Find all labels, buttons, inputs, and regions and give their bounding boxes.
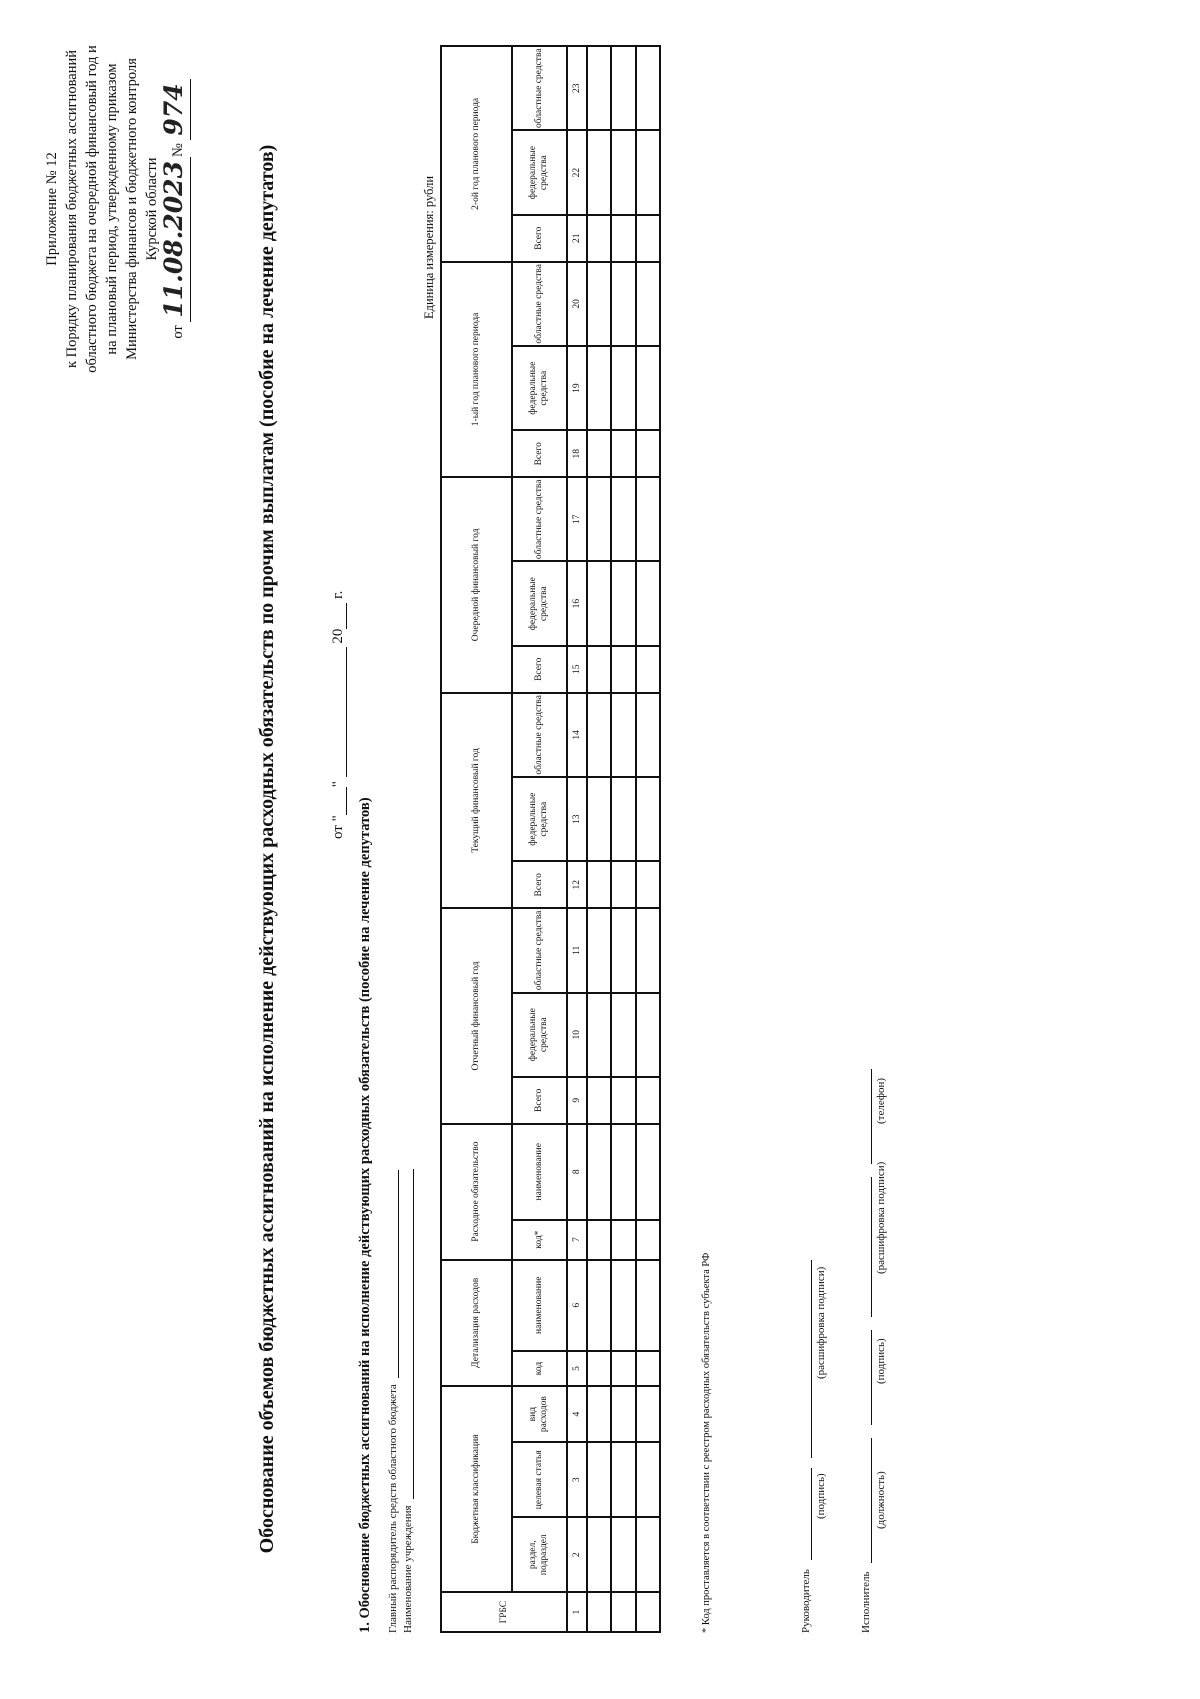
column-number: 22 — [567, 130, 587, 214]
subheader-federal: федеральные средства — [512, 346, 567, 430]
institution-label: Наименование учреждения — [402, 1505, 414, 1633]
appendix-line: к Порядку планирования бюджетных ассигнований — [64, 50, 80, 368]
column-number: 16 — [567, 562, 587, 646]
appendix-line: на плановый период, утвержденному приказом — [104, 63, 120, 355]
subheader-code: код — [512, 1351, 567, 1386]
head-label: Руководитель — [800, 1569, 812, 1633]
column-number: 2 — [567, 1517, 587, 1592]
handwritten-number: 974 — [159, 83, 188, 136]
table-row — [611, 46, 635, 1632]
header-grbs: ГРБС — [441, 1592, 567, 1632]
chief-manager-blank — [387, 1170, 399, 1378]
subheader-name: наименование — [512, 1124, 567, 1220]
subheader-regional: областные средства — [512, 46, 567, 130]
header-plan-year-1: 1-ый год планового периода — [441, 262, 512, 478]
position-caption: (должность) — [875, 1471, 887, 1529]
unit-label: Единица измерения: рубли — [422, 175, 436, 319]
date-month-blank — [331, 647, 347, 777]
column-number: 11 — [567, 908, 587, 992]
date-year-suffix: г. — [330, 590, 346, 599]
handwritten-date: 11.08.2023 — [159, 161, 188, 318]
subheader-total: Всего — [512, 646, 567, 693]
subheader-federal: федеральные средства — [512, 130, 567, 214]
handwritten-number-field — [159, 79, 191, 139]
head-sign-blank — [801, 1468, 812, 1560]
column-number: 13 — [567, 777, 587, 861]
subheader-code-star: код* — [512, 1220, 567, 1260]
executor-sign-blank — [861, 1330, 872, 1425]
head-decode-blank — [801, 1260, 812, 1458]
column-number: 14 — [567, 693, 587, 777]
date-quote: " — [330, 781, 346, 788]
subheader-total: Всего — [512, 430, 567, 477]
footnote: * Код проставляется в соответствии с реестром расходных обязательств субъекта РФ — [701, 1252, 712, 1633]
institution-blank — [402, 1169, 414, 1499]
column-number: 17 — [567, 477, 587, 561]
date-day-blank — [331, 787, 347, 815]
chief-manager-label: Главный распорядитель средств областного бюджета — [387, 1384, 399, 1633]
column-number: 8 — [567, 1124, 587, 1220]
column-number: 4 — [567, 1386, 587, 1442]
executor-label: Исполнитель — [860, 1571, 872, 1633]
column-number-row — [567, 46, 587, 1632]
subheader-total: Всего — [512, 861, 567, 908]
head-signature-line — [800, 1260, 812, 1633]
subheader-total: Всего — [512, 1077, 567, 1124]
column-number: 1 — [567, 1592, 587, 1632]
section-title: 1. Обоснование бюджетных ассигнований на исполнение действующих расходных обязательств (пособие на лечение депутатов) — [357, 797, 373, 1633]
header-budget-classification: Бюджетная классификация — [441, 1386, 512, 1592]
column-number: 19 — [567, 346, 587, 430]
document-title: Обоснование объемов бюджетных ассигнований на исполнение действующих расходных обязательств по прочим выплатам (пособие на лечение депутатов) — [256, 144, 278, 1554]
column-number: 5 — [567, 1351, 587, 1386]
header-report-year: Отчетный финансовый год — [441, 908, 512, 1124]
appendix-block — [42, 44, 191, 374]
subheader-name: наименование — [512, 1260, 567, 1351]
column-number: 12 — [567, 861, 587, 908]
executor-signature-line — [860, 1069, 872, 1633]
date-year-prefix: 20 — [330, 628, 346, 644]
table-row — [587, 46, 611, 1632]
handwritten-date-field — [159, 157, 191, 322]
column-number: 9 — [567, 1077, 587, 1124]
header-plan-year-2: 2-ой год планового периода — [441, 46, 512, 262]
header-obligation: Расходное обязательство — [441, 1124, 512, 1260]
date-year-blank — [331, 603, 347, 629]
subheader-federal: федеральные средства — [512, 777, 567, 861]
column-number: 20 — [567, 262, 587, 346]
head-decode-caption: (расшифровка подписи) — [815, 1266, 827, 1379]
number-sign: № — [170, 143, 186, 158]
appendix-line: областного бюджета на очередной финансовый год и — [84, 45, 100, 373]
subheader-regional: областные средства — [512, 693, 567, 777]
budget-table — [440, 45, 661, 1633]
executor-sign-caption: (подпись) — [875, 1338, 887, 1384]
head-sign-caption: (подпись) — [815, 1473, 827, 1519]
column-number: 6 — [567, 1260, 587, 1351]
header-expense-detail: Детализация расходов — [441, 1260, 512, 1386]
column-number: 3 — [567, 1442, 587, 1517]
subheader-federal: федеральные средства — [512, 993, 567, 1077]
appendix-line: Курской области — [144, 157, 160, 261]
executor-decode-caption: (расшифровка подписи) — [875, 1161, 887, 1274]
subheader-section: раздел, подраздел — [512, 1517, 567, 1592]
institution-field — [402, 1169, 414, 1633]
subheader-total: Всего — [512, 215, 567, 262]
appendix-line: Приложение № 12 — [44, 152, 60, 266]
executor-decode-blank — [861, 1177, 872, 1317]
subheader-regional: областные средства — [512, 262, 567, 346]
chief-manager-field — [387, 1170, 399, 1633]
header-current-year: Текущий финансовый год — [441, 693, 512, 909]
subheader-kind: вид расходов — [512, 1386, 567, 1442]
appendix-line: Министерства финансов и бюджетного контроля — [124, 58, 140, 360]
appendix-date-line — [159, 44, 191, 374]
column-number: 7 — [567, 1220, 587, 1260]
subheader-target: целевая статья — [512, 1442, 567, 1517]
subheader-federal: федеральные средства — [512, 562, 567, 646]
subheader-regional: областные средства — [512, 477, 567, 561]
table-row — [636, 46, 660, 1632]
column-number: 18 — [567, 430, 587, 477]
column-number: 23 — [567, 46, 587, 130]
date-line — [330, 591, 347, 839]
date-from: от " — [330, 815, 346, 839]
subheader-regional: областные средства — [512, 908, 567, 992]
header-next-year: Очередной финансовый год — [441, 477, 512, 693]
executor-phone-blank — [861, 1069, 872, 1164]
column-number: 21 — [567, 215, 587, 262]
phone-caption: (телефон) — [875, 1077, 887, 1124]
executor-position-blank — [861, 1438, 872, 1563]
appendix-from: от — [170, 325, 186, 339]
column-number: 10 — [567, 993, 587, 1077]
column-number: 15 — [567, 646, 587, 693]
